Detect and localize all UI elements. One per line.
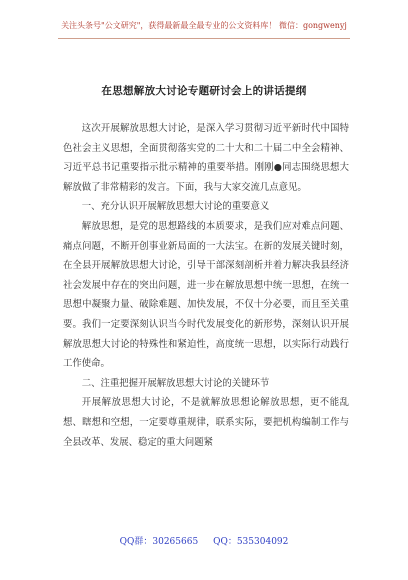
document-body bbox=[63, 119, 349, 452]
paragraph-intro: 这次开展解放思想大讨论，是深入学习贯彻习近平新时代中国特色社会主义思想，全面贯彻落实党的二十大和二十届二中全会精神、习近平总书记重要指示批示精神的重要举措。刚刚●同志围绕思想大解放做了非常精彩的发言。下面，我与大家交流几点意见。 bbox=[63, 123, 349, 193]
footer-qq: QQ：535304092 bbox=[213, 537, 289, 547]
paragraph-section-2: 开展解放思想大讨论，不是就解放思想论解放思想，更不能乱想、瞎想和空想，一定要尊重规律，联系实际，要把机构编制工作与全县改革、发展、稳定的重大问题紧 bbox=[63, 397, 349, 448]
header-divider bbox=[58, 38, 350, 39]
header-banner: 关注头条号"公文研究"，获得最新最全最专业的公文资料库！ 微信：gongwenyj bbox=[61, 21, 347, 30]
section-heading-2: 二、注重把握开展解放思想大讨论的关键环节 bbox=[81, 377, 270, 389]
footer-contact bbox=[0, 536, 408, 548]
footer-qq-group: QQ群：30265665 bbox=[119, 537, 199, 547]
section-heading-1: 一、充分认识开展解放思想大讨论的重要意义 bbox=[81, 201, 270, 213]
document-title: 在思想解放大讨论专题研讨会上的讲话提纲 bbox=[101, 85, 307, 97]
paragraph-section-1: 解放思想，是党的思想路线的本质要求，是我们应对难点问题、痛点问题，不断开创事业新局面的一大法宝。在新的发展关键时刻，在全县开展解放思想大讨论，引导干部深刻剖析并着力解决我县经济社会发展中存在的突出问题，进一步在解放思想中统一思想，在统一思想中凝聚力量、破除难题、加快发展，不仅十分必要，而且至关重要。我们一定要深刻认识当今时代发展变化的新形势，深刻认识开展解放思想大讨论的特殊性和紧迫性，高度统一思想，以实际行动践行工作使命。 bbox=[63, 220, 349, 370]
